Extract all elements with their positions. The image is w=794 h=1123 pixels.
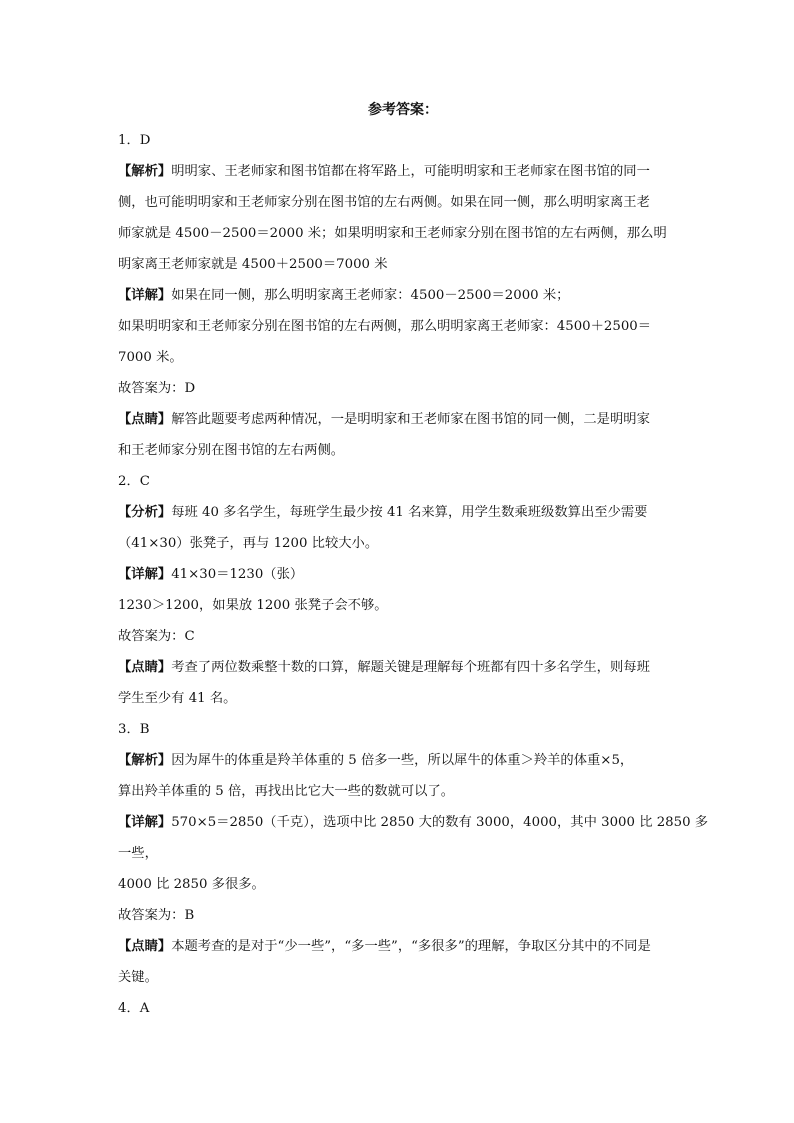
comment-text: 和王老师家分别在图书馆的左右两侧。 [118, 443, 345, 458]
question-number: 3．B [118, 722, 150, 737]
detail-tag: 【详解】 [118, 288, 172, 303]
analysis-text: 因为犀牛的体重是羚羊体重的 5 倍多一些，所以犀牛的体重＞羚羊的体重×5， [171, 753, 634, 768]
detail-text: 如果明明家和王老师家分别在图书馆的左右两侧，那么明明家离王老师家：4500＋2500＝ [118, 319, 652, 334]
analysis-text: 算出羚羊体重的 5 倍，再找出比它大一些的数就可以了。 [118, 784, 455, 799]
analysis-line [118, 156, 688, 187]
answer-page [118, 95, 709, 1024]
comment-line [118, 931, 688, 962]
analysis-tag: 【分析】 [118, 505, 172, 520]
comment-tag: 【点睛】 [118, 660, 172, 675]
answer-line: 故答案为：C [118, 629, 195, 644]
detail-line [118, 559, 688, 590]
question-number: 2．C [118, 474, 150, 489]
analysis-text: （41×30）张凳子，再与 1200 比较大小。 [118, 536, 379, 551]
analysis-text: 明家离王老师家就是 4500＋2500＝7000 米 [118, 257, 388, 272]
answer-line: 故答案为：D [118, 381, 196, 396]
detail-text: 一些， [118, 846, 158, 861]
analysis-tag: 【解析】 [118, 164, 172, 179]
comment-line [118, 652, 688, 683]
analysis-text: 每班 40 多名学生，每班学生最少按 41 名来算，用学生数乘班级数算出至少需要 [171, 505, 648, 520]
analysis-text: 师家就是 4500－2500＝2000 米；如果明明家和王老师家分别在图书馆的左右两侧，那么明 [118, 226, 667, 241]
comment-text: 本题考查的是对于“少一些”，“多一些”，“多很多”的理解，争取区分其中的不同是 [171, 939, 651, 954]
detail-text: 4000 比 2850 多很多。 [118, 877, 265, 892]
page-title: 参考答案： [368, 102, 438, 118]
analysis-text: 侧，也可能明明家和王老师家分别在图书馆的左右两侧。如果在同一侧，那么明明家离王老 [118, 195, 650, 210]
comment-text: 解答此题要考虑两种情况，一是明明家和王老师家在图书馆的同一侧，二是明明家 [171, 412, 650, 427]
detail-line [118, 280, 688, 311]
analysis-line [118, 745, 688, 776]
comment-text: 学生至少有 41 名。 [118, 691, 237, 706]
analysis-tag: 【解析】 [118, 753, 172, 768]
detail-text: 1230＞1200，如果放 1200 张凳子会不够。 [118, 598, 388, 613]
question-number: 1．D [118, 133, 151, 148]
detail-text: 570×5＝2850（千克），选项中比 2850 大的数有 3000，4000，其中 3000 比 2850 多 [171, 815, 709, 830]
detail-tag: 【详解】 [118, 567, 172, 582]
detail-tag: 【详解】 [118, 815, 172, 830]
detail-text: 如果在同一侧，那么明明家离王老师家：4500－2500＝2000 米； [171, 288, 570, 303]
detail-line [118, 807, 709, 838]
detail-text: 41×30＝1230（张） [171, 567, 304, 582]
analysis-line [118, 497, 688, 528]
question-number: 4．A [118, 1001, 150, 1016]
comment-tag: 【点睛】 [118, 939, 172, 954]
analysis-text: 明明家、王老师家和图书馆都在将军路上，可能明明家和王老师家在图书馆的同一 [171, 164, 650, 179]
comment-text: 考查了两位数乘整十数的口算，解题关键是理解每个班都有四十多名学生，则每班 [171, 660, 650, 675]
comment-text: 关键。 [118, 970, 158, 985]
comment-tag: 【点睛】 [118, 412, 172, 427]
answer-line: 故答案为：B [118, 908, 195, 923]
comment-line [118, 404, 688, 435]
detail-text: 7000 米。 [118, 350, 183, 365]
